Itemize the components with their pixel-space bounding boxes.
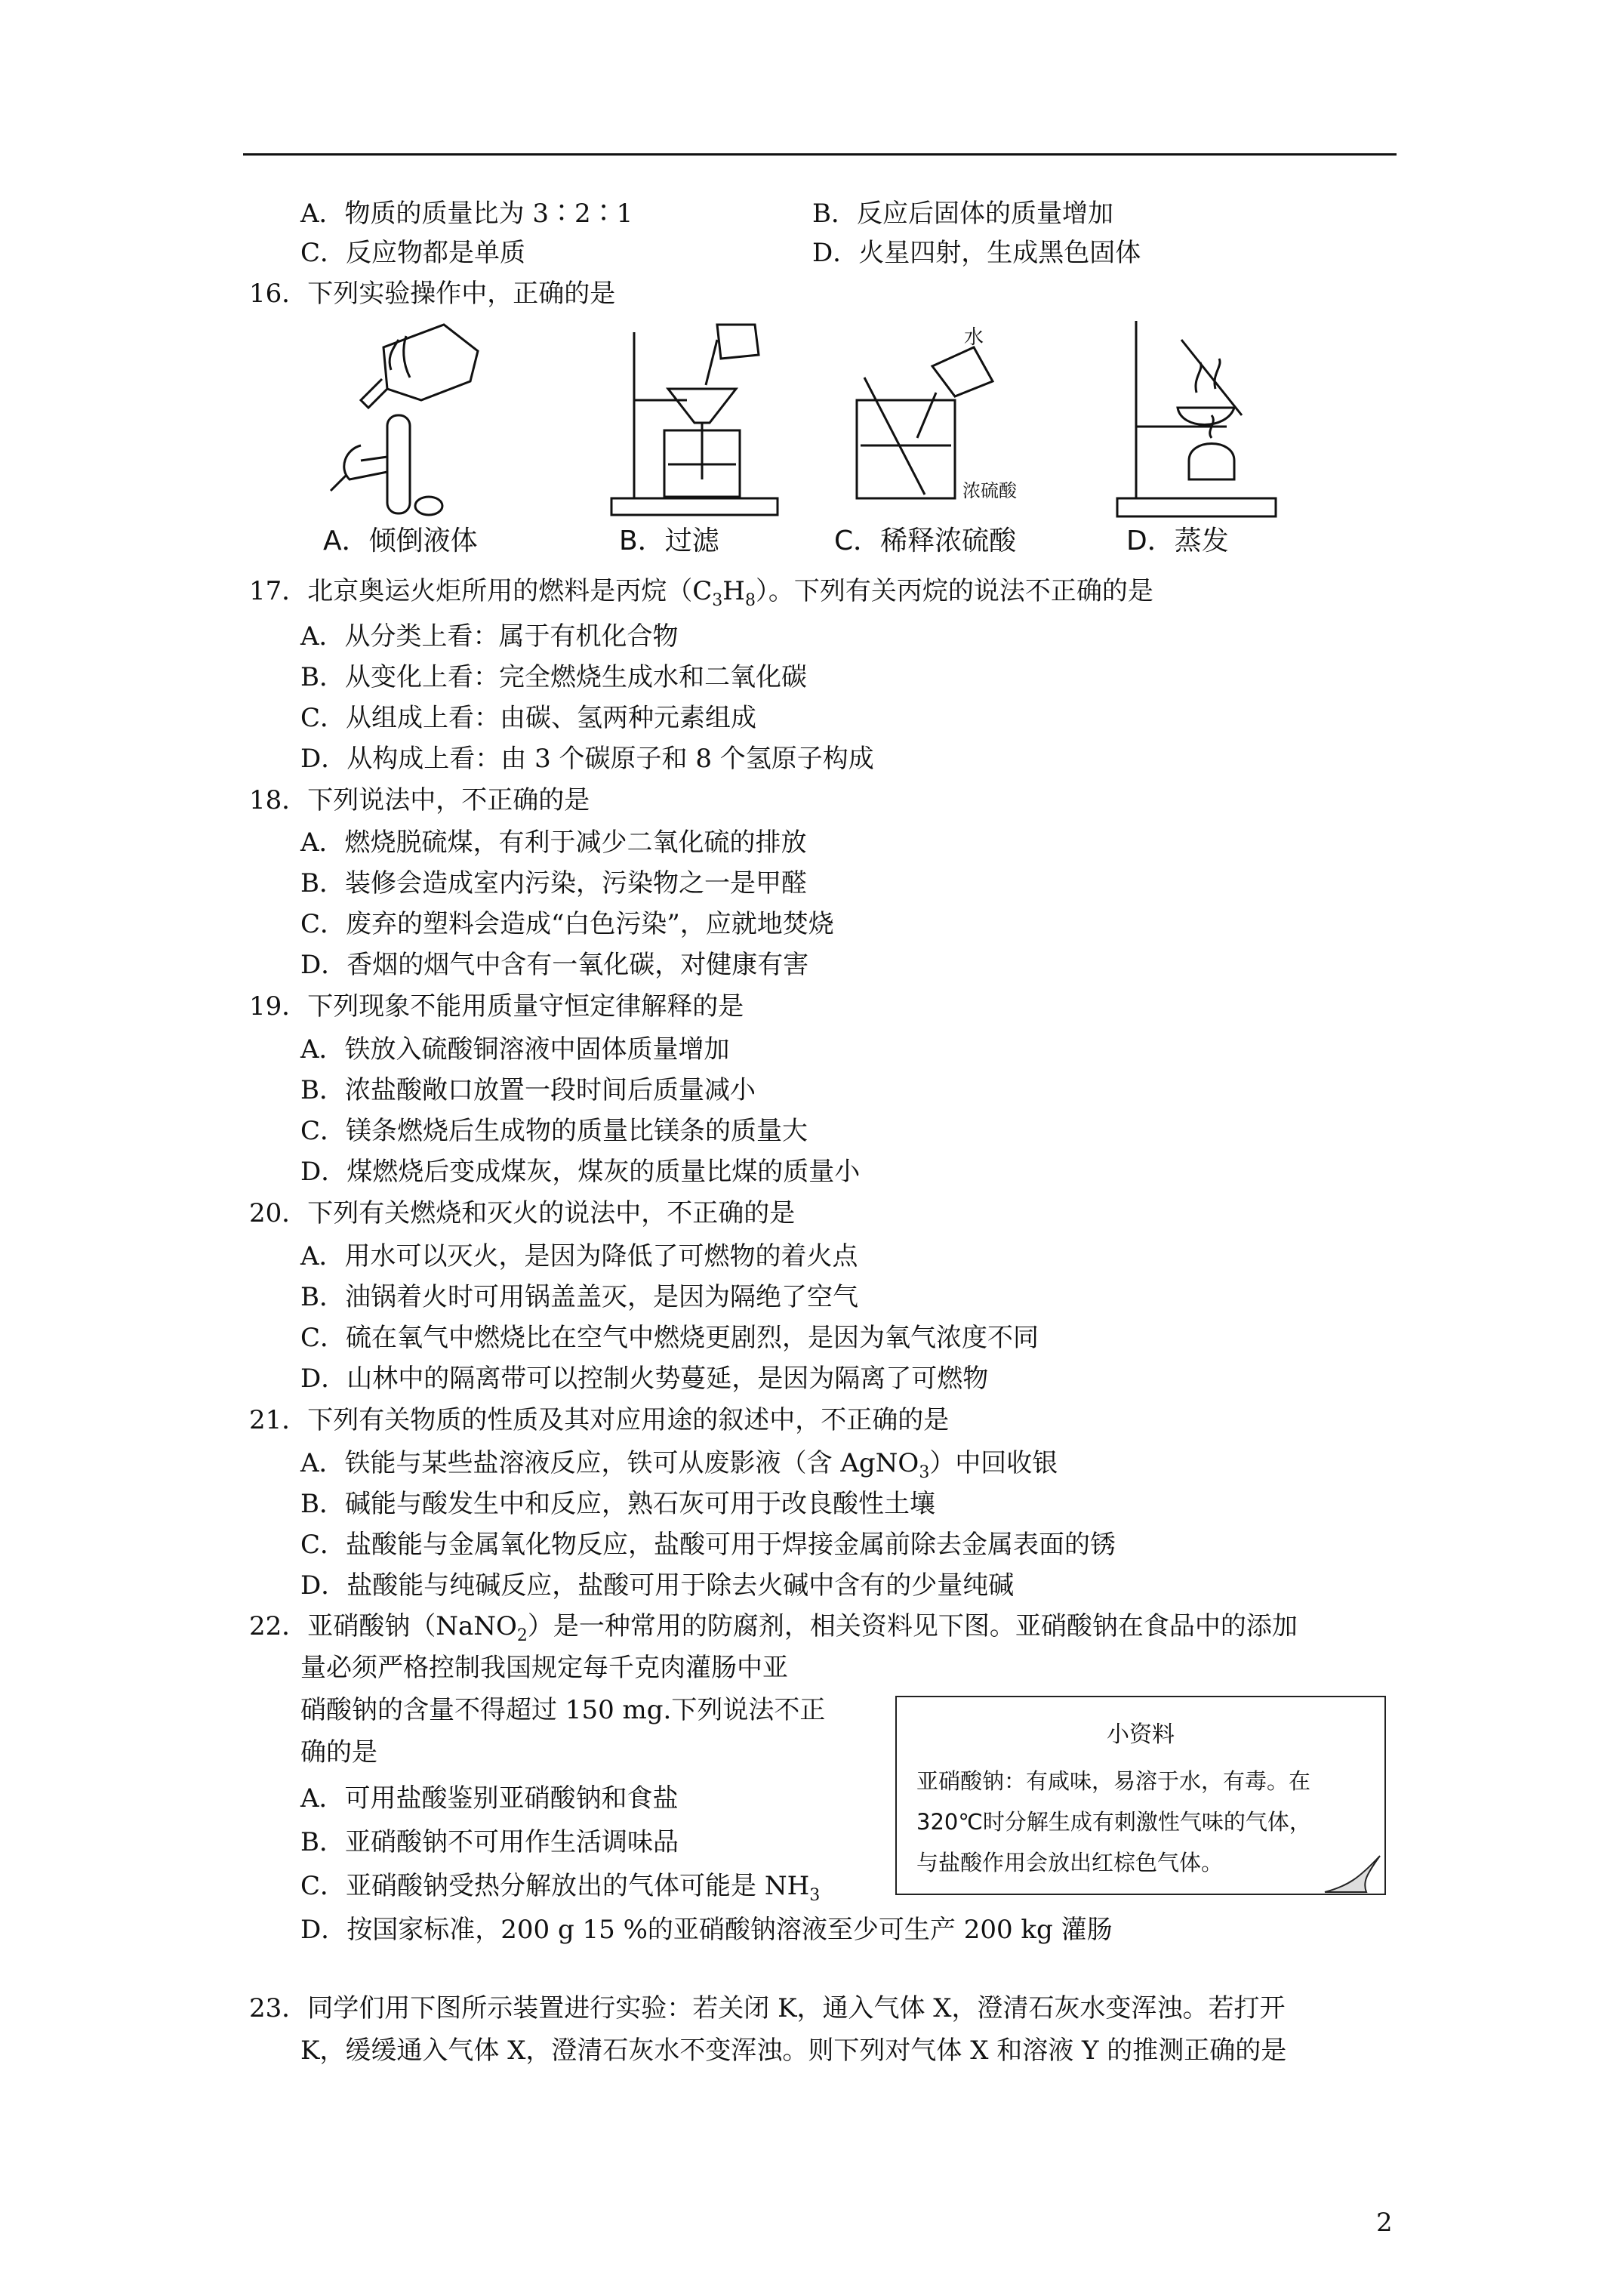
- q16-stem: 16．下列实验操作中，正确的是: [249, 279, 616, 309]
- q23-line2: K，缓缓通入气体 X，澄清石灰水不变浑浊。则下列对气体 X 和溶液 Y 的推测正确的是: [300, 2036, 1287, 2066]
- q22-stem-line2: 量必须严格控制我国规定每千克肉灌肠中亚: [300, 1653, 788, 1683]
- q22-option-c: C．亚硝酸钠受热分解放出的气体可能是 $NH_3$: [300, 1871, 821, 1905]
- q17-option-a: A．从分类上看：属于有机化合物: [300, 621, 679, 652]
- evaporation-icon: [1113, 317, 1310, 521]
- filtration-icon: [604, 317, 800, 521]
- q15-option-c: C．反应物都是单质: [300, 238, 526, 268]
- q17-option-b: B．从变化上看：完全燃烧生成水和二氧化碳: [300, 662, 807, 692]
- page-number: 2: [1376, 2208, 1393, 2238]
- q20-option-d: D．山林中的隔离带可以控制火势蔓延，是因为隔离了可燃物: [300, 1364, 989, 1394]
- q15-option-a: A．物质的质量比为 3∶2∶1: [300, 199, 633, 229]
- q18-option-d: D．香烟的烟气中含有一氧化碳，对健康有害: [300, 950, 809, 980]
- q22-option-a: A．可用盐酸鉴别亚硝酸钠和食盐: [300, 1783, 679, 1814]
- q19-option-b: B．浓盐酸敞口放置一段时间后质量减小: [300, 1075, 756, 1105]
- q16-caption-a: A．倾倒液体: [323, 525, 478, 556]
- q21-option-b: B．碱能与酸发生中和反应，熟石灰可用于改良酸性土壤: [300, 1489, 935, 1519]
- q20-option-a: A．用水可以灭火，是因为降低了可燃物的着火点: [300, 1241, 858, 1271]
- q19-stem: 19．下列现象不能用质量守恒定律解释的是: [249, 991, 744, 1022]
- pouring-liquid-icon: [316, 317, 512, 521]
- q17-stem: 17．北京奥运火炬所用的燃料是丙烷$(C_3H_8)$。下列有关丙烷的说法不正确的是: [249, 576, 1153, 610]
- info-note-title: 小资料: [1107, 1721, 1175, 1748]
- q21-option-a: A．铁能与某些盐溶液反应，铁可从废影液（含 AgNO$_3$）中回收银: [300, 1448, 1058, 1482]
- q15-option-b: B．反应后固体的质量增加: [812, 199, 1113, 229]
- q20-option-c: C．硫在氧气中燃烧比在空气中燃烧更剧烈，是因为氧气浓度不同: [300, 1323, 1039, 1353]
- q19-option-c: C．镁条燃烧后生成物的质量比镁条的质量大: [300, 1116, 808, 1146]
- q17-option-c: C．从组成上看：由碳、氢两种元素组成: [300, 703, 757, 733]
- q20-stem: 20．下列有关燃烧和灭火的说法中，不正确的是: [249, 1198, 796, 1228]
- header-rule: [243, 153, 1397, 156]
- dilution-icon: [842, 317, 1038, 521]
- q19-option-d: D．煤燃烧后变成煤灰，煤灰的质量比煤的质量小: [300, 1157, 861, 1187]
- q16-caption-d: D．蒸发: [1126, 525, 1229, 556]
- q15-option-d: D．火星四射，生成黑色固体: [812, 238, 1141, 268]
- page-curl-icon: [1321, 1848, 1389, 1901]
- q22-option-b: B．亚硝酸钠不可用作生活调味品: [300, 1827, 679, 1857]
- svg-text:浓硫酸: 浓硫酸: [962, 480, 1017, 501]
- q22-stem-line3: 硝酸钠的含量不得超过 150 mg.下列说法不正: [300, 1695, 826, 1725]
- q23-line1: 23．同学们用下图所示装置进行实验：若关闭 K，通入气体 X，澄清石灰水变浑浊。若打开: [249, 1993, 1286, 2023]
- q18-option-a: A．燃烧脱硫煤，有利于减少二氧化硫的排放: [300, 827, 807, 858]
- info-note-text: 亚硝酸钠：有咸味，易溶于水，有毒。在 320℃时分解生成有刺激性气味的气体， 与盐酸作用会放出红棕色气体。: [916, 1768, 1311, 1875]
- svg-text:水: 水: [964, 326, 984, 349]
- q17-option-d: D．从构成上看：由 3 个碳原子和 8 个氢原子构成: [300, 744, 874, 774]
- q22-stem: 22．亚硝酸钠（NaNO$_2$）是一种常用的防腐剂，相关资料见下图。亚硝酸钠在食品中的添加: [249, 1611, 1298, 1645]
- q21-option-c: C．盐酸能与金属氧化物反应，盐酸可用于焊接金属前除去金属表面的锈: [300, 1530, 1116, 1560]
- q22-stem-line4: 确的是: [300, 1737, 377, 1767]
- q22-option-d: D．按国家标准，200 g 15 %的亚硝酸钠溶液至少可生产 200 kg 灌肠: [300, 1915, 1113, 1945]
- q20-option-b: B．油锅着火时可用锅盖盖灭，是因为隔绝了空气: [300, 1282, 858, 1312]
- q19-option-a: A．铁放入硫酸铜溶液中固体质量增加: [300, 1034, 730, 1065]
- q21-stem: 21．下列有关物质的性质及其对应用途的叙述中，不正确的是: [249, 1405, 950, 1435]
- q21-option-d: D．盐酸能与纯碱反应，盐酸可用于除去火碱中含有的少量纯碱: [300, 1570, 1015, 1601]
- q18-option-c: C．废弃的塑料会造成“白色污染”，应就地焚烧: [300, 909, 834, 939]
- q18-option-b: B．装修会造成室内污染，污染物之一是甲醛: [300, 868, 807, 898]
- q18-stem: 18．下列说法中，不正确的是: [249, 785, 590, 815]
- info-note-box: [895, 1696, 1386, 1895]
- q16-caption-b: B．过滤: [619, 525, 719, 556]
- q16-caption-c: C．稀释浓硫酸: [834, 525, 1017, 556]
